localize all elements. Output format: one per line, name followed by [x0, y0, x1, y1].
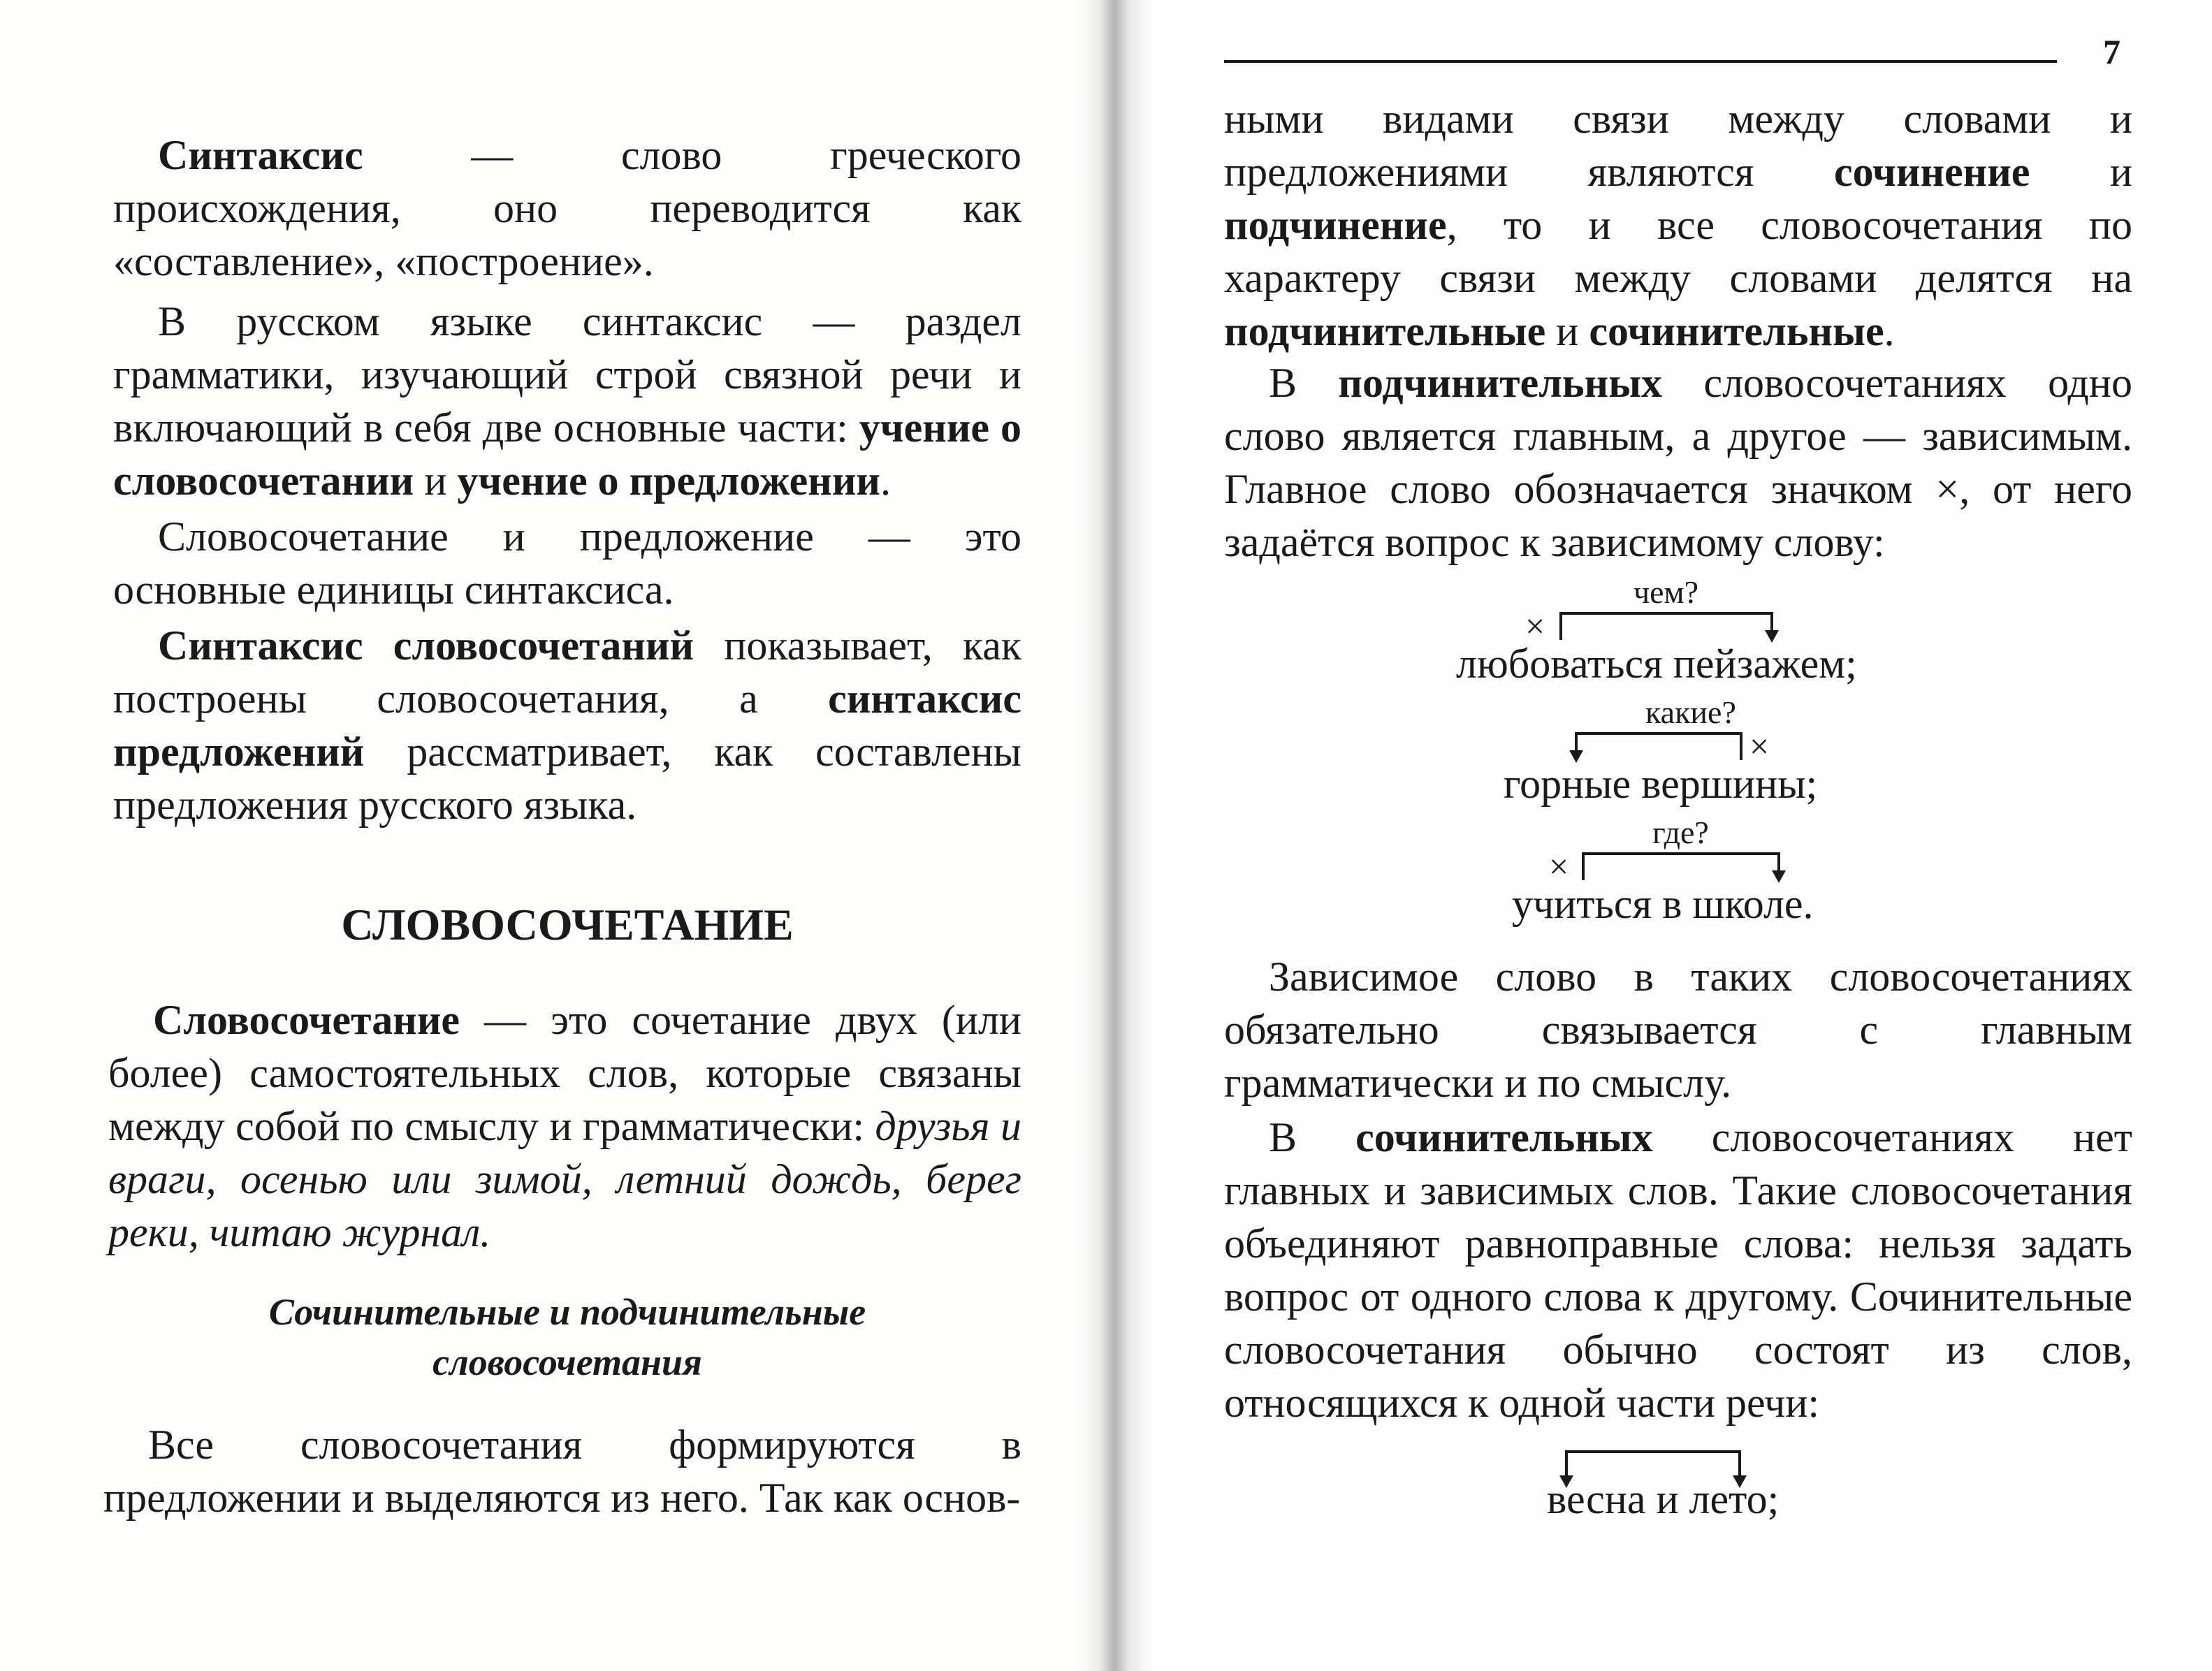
right-paragraph-subordinate: В подчинительных словосочетаниях одно слово является главным, а другое — зависимым. Главное слово обозначается значком ×, от него задаётся вопрос к зависимому слову: [1224, 360, 2132, 565]
book-gutter [1076, 0, 1153, 1671]
subsection-heading: Сочинительные и подчинительные словосочетания [268, 1291, 866, 1383]
left-paragraph-syntax-in-russian: В русском языке синтаксис — раздел грамматики, изучающий строй связной речи и включающий в себя две основные части: учение о словосочетании и учение о предложении. [113, 298, 1021, 504]
header-rule [1224, 60, 2057, 63]
left-paragraph-syntax-definition: Синтаксис — слово греческого происхождения, оно переводится как «составление», «построение». [113, 132, 1021, 284]
example-phrase: горные вершины; [1504, 761, 1818, 807]
example-phrase: учиться в школе. [1512, 881, 1814, 927]
main-word-mark: × [1525, 606, 1545, 645]
left-paragraph-syntax-branches: Синтаксис словосочетаний показывает, как построены словосочетания, а синтаксис предложений рассматривает, как составлены предложения русского языка. [113, 622, 1021, 828]
section-heading: СЛОВОСОЧЕТАНИЕ [341, 900, 794, 949]
example-phrase: весна и лето; [1547, 1476, 1780, 1522]
question-label: какие? [1645, 694, 1736, 730]
left-paragraph-phrase-definition: Словосочетание — это сочетание двух (или более) самостоятельных слов, которые связаны между собой по смыслу и грамматически: друзья и враги, осенью или зимой, летний дождь, берег реки, читаю журнал. [108, 997, 1021, 1255]
right-paragraph-dependent-word: Зависимое слово в таких словосочетаниях обязательно связывается с главным грамматически и по смыслу. [1224, 954, 2132, 1106]
left-paragraph-formation: Все словосочетания формируются в предложении и выделяются из него. Так как основ- [103, 1422, 1021, 1521]
right-paragraph-connection-types: ными видами связи между словами и предложениями являются сочинение и подчинение, то и все словосочетания по характеру связи между словами делятся на подчинительные и сочинительные. [1224, 96, 2132, 354]
question-label: чем? [1633, 574, 1699, 610]
left-paragraph-units: Словосочетание и предложение — это основные единицы синтаксиса. [113, 513, 1021, 613]
main-word-mark: × [1549, 847, 1569, 886]
main-word-mark: × [1749, 727, 1770, 766]
term-syntax: Синтаксис [158, 132, 363, 178]
question-label: где? [1652, 815, 1709, 850]
example-phrase: любоваться пейзажем; [1456, 641, 1857, 687]
page-number: 7 [2103, 32, 2120, 71]
phrase-examples: друзья и враги, осенью или зимой, летний дождь, берег реки, читаю журнал. [108, 1103, 1021, 1255]
right-paragraph-coordinate: В сочинительных словосочетаниях нет главных и зависимых слов. Такие словосочетания объединяют равноправные слова: нельзя задать вопрос от одного слова к другому. Сочинительные словосочетания обычно состоят из слов, относящихся к одной части речи: [1224, 1114, 2132, 1426]
